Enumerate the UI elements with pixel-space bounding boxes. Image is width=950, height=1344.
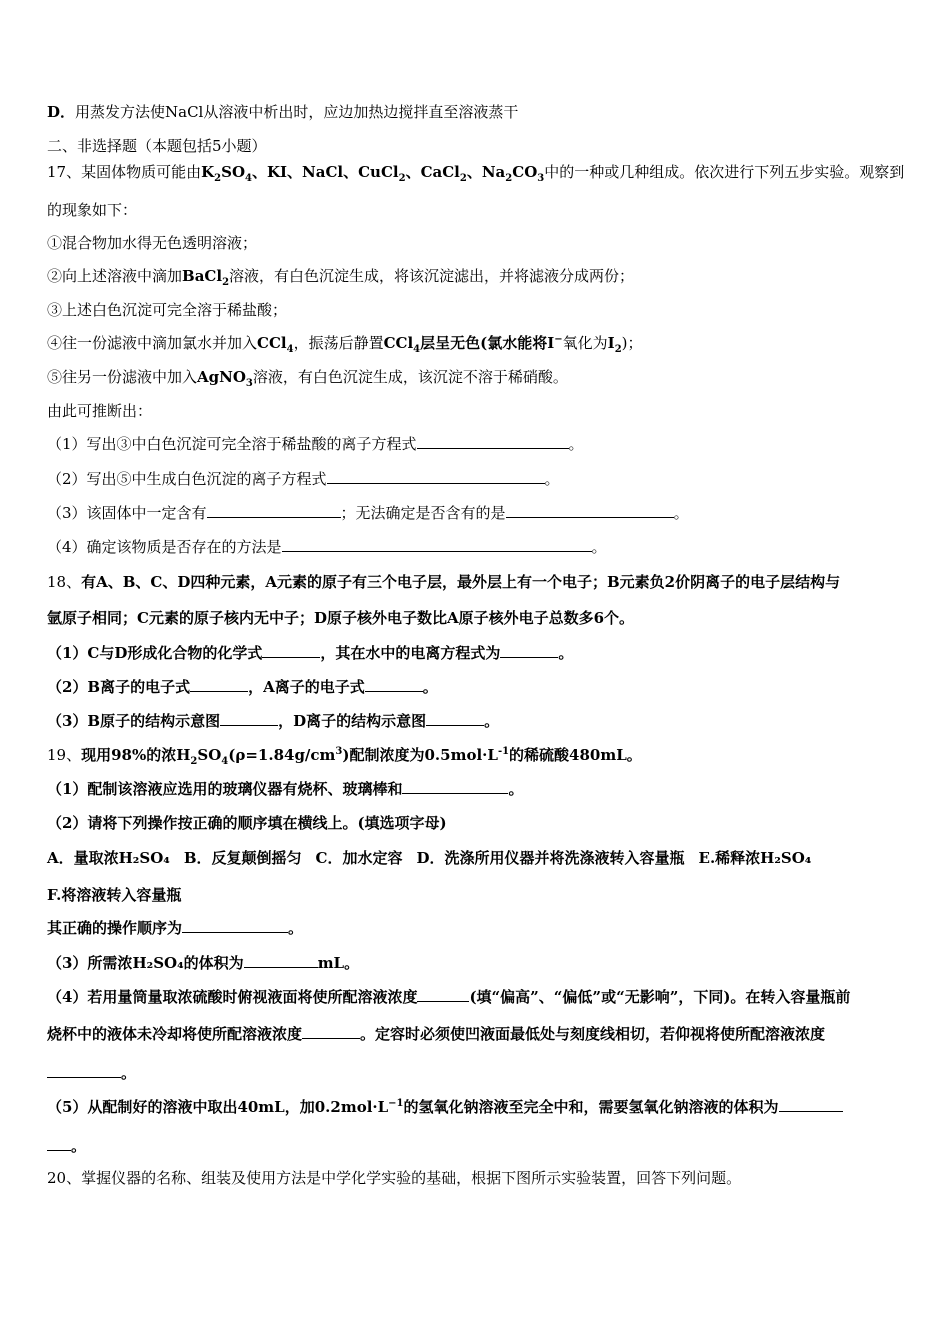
q19-part-5: （5）从配制好的溶液中取出40mL，加$0.2mol\cdot L^{-1}$的氢氧化钠溶液至完全中和，需要氢氧化钠溶液的体积为 xyxy=(47,1097,907,1117)
q19-part-4-blank: 。 xyxy=(47,1063,907,1083)
answer-blank[interactable] xyxy=(47,1136,71,1151)
q18-part-2: （2）B离子的电子式 ，A离子的电子式 。 xyxy=(47,678,438,696)
q17-part-2: （2）写出⑤中生成白色沉淀的离子方程式 。 xyxy=(47,470,560,488)
answer-blank[interactable] xyxy=(220,711,278,726)
q19-option-f: F.将溶液转入容量瓶 xyxy=(47,886,182,904)
q17-part-4: （4）确定该物质是否存在的方法是 。 xyxy=(47,538,607,556)
q17-species: $K_2SO_4$、KI、NaCl、CuCl$_2$、CaCl$_2$、$Na_2CO_3$ xyxy=(201,163,545,184)
answer-blank[interactable] xyxy=(182,918,288,933)
q17-part-1: （1）写出③中白色沉淀可完全溶于稀盐酸的离子方程式 。 xyxy=(47,435,584,453)
answer-blank[interactable] xyxy=(190,677,248,692)
answer-blank[interactable] xyxy=(262,643,320,658)
answer-blank[interactable] xyxy=(207,503,341,518)
q17-part-3: （3）该固体中一定含有 ；无法确定是否含有的是 。 xyxy=(47,504,689,522)
q17-intro-cont: 的现象如下： xyxy=(47,201,138,219)
q20-intro: 20、掌握仪器的名称、组装及使用方法是中学化学实验的基础，根据下图所示实验装置，回答下列问题。 xyxy=(47,1169,742,1187)
q16-option-d: D．用蒸发方法使NaCl从溶液中析出时，应边加热边搅拌直至溶液蒸干 xyxy=(47,103,519,121)
q19-part-2: （2）请将下列操作按正确的顺序填在横线上。(填选项字母) xyxy=(47,814,447,832)
q19-part-5-cont: 。 xyxy=(47,1136,907,1156)
answer-blank[interactable] xyxy=(282,537,592,552)
answer-blank[interactable] xyxy=(417,987,469,1002)
answer-blank[interactable] xyxy=(47,1063,121,1078)
answer-blank[interactable] xyxy=(426,711,484,726)
answer-blank[interactable] xyxy=(244,953,318,968)
answer-blank[interactable] xyxy=(302,1024,360,1039)
section-heading: 二、非选择题（本题包括5小题） xyxy=(47,137,267,155)
q17-step-1: ①混合物加水得无色透明溶液； xyxy=(47,234,258,252)
answer-blank[interactable] xyxy=(779,1097,843,1112)
answer-blank[interactable] xyxy=(327,469,545,484)
answer-blank[interactable] xyxy=(365,677,423,692)
answer-blank[interactable] xyxy=(500,643,558,658)
answer-blank[interactable] xyxy=(402,779,508,794)
q17-step-4: ④往一份滤液中滴加氯水并加入CCl$_4$，振荡后静置CCl$_4$层呈无色(氯水能将I−氧化为$I_2$)； xyxy=(47,334,643,355)
q18-intro-cont: 氩原子相同；C元素的原子核内无中子；D原子核外电子数比A原子核外电子总数多6个。 xyxy=(47,609,635,627)
q19-options: A．量取浓H₂SO₄ B．反复颠倒摇匀 C．加水定容 D．洗涤所用仪器并将洗涤液转入容量瓶 E.稀释浓H₂SO₄ xyxy=(47,849,812,867)
q18-part-1: （1）C与D形成化合物的化学式 ，其在水中的电离方程式为 。 xyxy=(47,644,574,662)
q18-intro: 18、有A、B、C、D四种元素，A元素的原子有三个电子层，最外层上有一个电子；B元素负2价阴离子的电子层结构与 xyxy=(47,573,841,591)
q19-part-3: （3）所需浓H₂SO₄的体积为 mL。 xyxy=(47,954,360,972)
q17-intro: 17、某固体物质可能由$K_2SO_4$、KI、NaCl、CuCl$_2$、CaCl$_2$、$Na_2CO_3$中的一种或几种组成。依次进行下列五步实验。观察到 xyxy=(47,163,905,184)
q17-step-5: ⑤往另一份滤液中加入AgNO$_3$溶液，有白色沉淀生成，该沉淀不溶于稀硝酸。 xyxy=(47,368,568,389)
q19-intro: 19、现用98%的浓$H_2SO_4(\rho=1.84g/cm^3)$配制浓度为$0.5mol\cdot L^{-1}$的稀硫酸480mL。 xyxy=(47,746,642,767)
q18-part-3: （3）B原子的结构示意图 ，D离子的结构示意图 。 xyxy=(47,712,500,730)
q19-part-1: （1）配制该溶液应选用的玻璃仪器有烧杯、玻璃棒和 。 xyxy=(47,780,524,798)
q19-part-4-cont: 烧杯中的液体未冷却将使所配溶液浓度 。定容时必须使凹液面最低处与刻度线相切，若仰视将使所配溶液浓度 xyxy=(47,1025,826,1043)
q19-order: 其正确的操作顺序为 。 xyxy=(47,919,304,937)
q17-infer: 由此可推断出： xyxy=(47,402,153,420)
q19-part-4: （4）若用量筒量取浓硫酸时俯视液面将使所配溶液浓度 (填“偏高”、“偏低”或“无影响”，下同)。在转入容量瓶前 xyxy=(47,988,851,1006)
answer-blank[interactable] xyxy=(417,434,569,449)
answer-blank[interactable] xyxy=(506,503,674,518)
q17-step-3: ③上述白色沉淀可完全溶于稀盐酸； xyxy=(47,301,288,319)
q17-step-2: ②向上述溶液中滴加BaCl$_2$溶液，有白色沉淀生成，将该沉淀滤出，并将滤液分成两份； xyxy=(47,267,635,288)
